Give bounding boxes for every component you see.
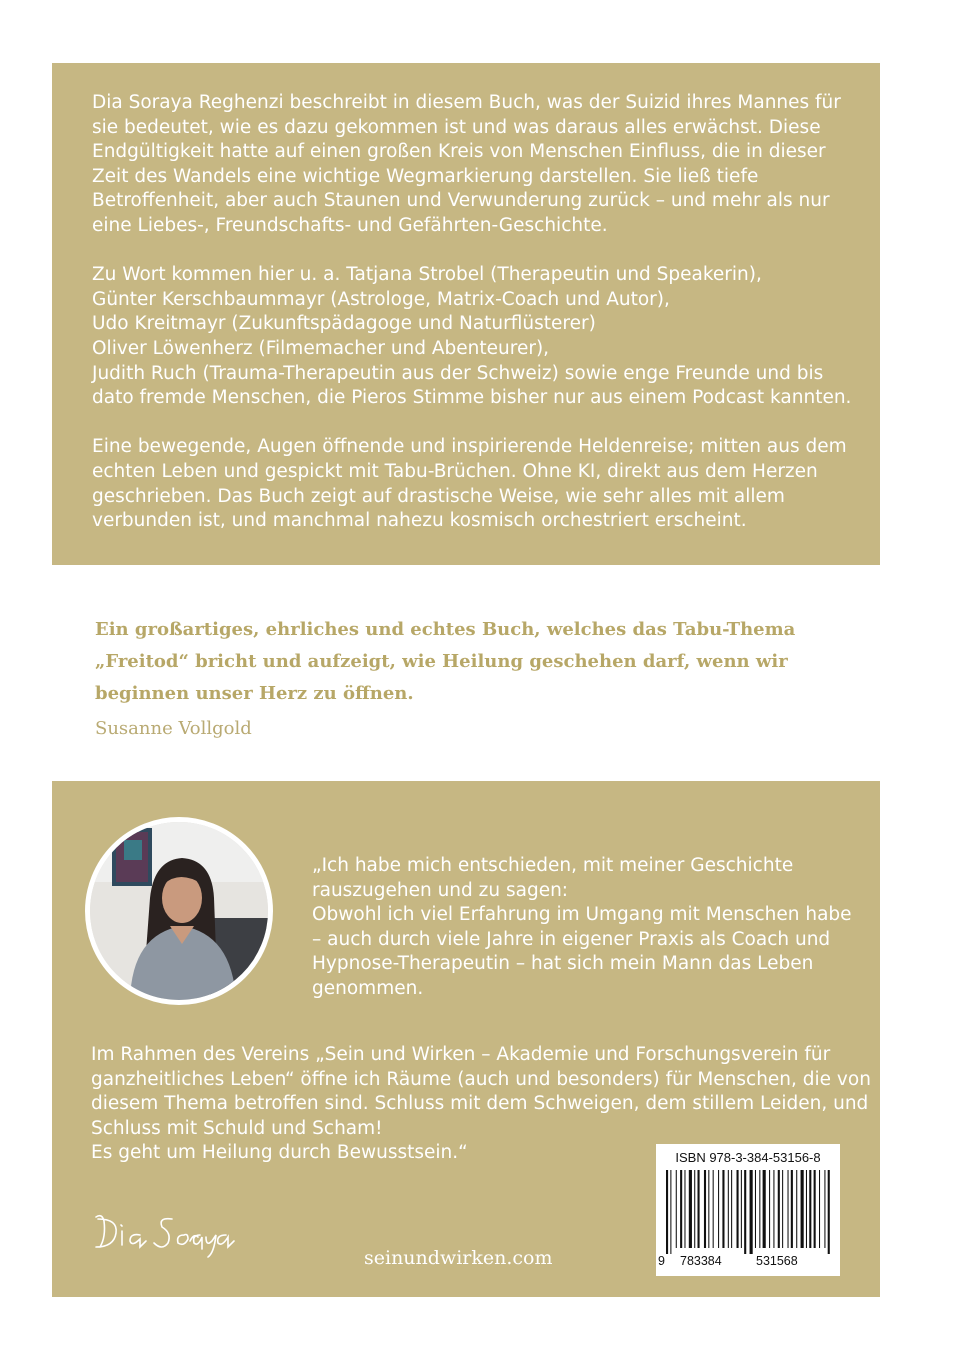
barcode-bar [773, 1170, 774, 1248]
author-portrait-image [90, 822, 268, 1000]
description-paragraph-3: Eine bewegende, Augen öffnende und inspirierende Heldenreise; mitten aus dem echten Leben und gespickt mit Tabu-Brüchen. Ohne KI, direkt aus dem Herzen geschrieben. Das Buch zeigt auf drastische Weise, wie sehr alles mit allem verbunden ist, und manchmal nahezu kosmisch orchestriert erscheint. [92, 436, 847, 532]
description-panel [52, 63, 880, 565]
book-description [92, 91, 852, 558]
barcode-bar [801, 1170, 804, 1248]
author-quote: „Ich habe mich entschieden, mit meiner Geschichte rauszugehen und zu sagen: Obwohl ich viel Erfahrung im Umgang mit Menschen habe – auch durch viele Jahre in eigener Praxis als Coach und Hypnose-Therapeutin – hat sich mein Mann das Leben genommen. [312, 855, 852, 999]
barcode-bar [796, 1170, 797, 1248]
barcode-bar [704, 1170, 706, 1248]
barcode-bar [708, 1170, 709, 1248]
barcode-bar [778, 1170, 780, 1248]
testimonial-quote: Ein großartiges, ehrliches und echtes Buch, welches das Tabu-Thema „Freitod“ bricht und aufzeigt, wie Heilung geschehen darf, wenn wir beginnen unser Herz zu öffnen. [95, 619, 796, 704]
barcode-bar [737, 1170, 739, 1248]
barcode-bar [676, 1170, 677, 1248]
barcode-bar [819, 1170, 820, 1248]
barcode-bar [680, 1170, 682, 1248]
website-url: seinundwirken.com [364, 1247, 553, 1269]
barcode-bar [689, 1170, 692, 1248]
barcode-bar [713, 1170, 714, 1248]
barcode-bar [755, 1170, 756, 1248]
author-panel [52, 781, 880, 1297]
isbn-digit-lead: 9 [658, 1254, 665, 1268]
barcode-bar [750, 1170, 753, 1254]
barcode-bar [824, 1170, 825, 1248]
barcode-bar [731, 1170, 732, 1248]
barcode-bar [782, 1170, 783, 1248]
barcode-bar [759, 1170, 760, 1248]
barcode-bar [744, 1170, 746, 1254]
barcode-bar [718, 1170, 719, 1248]
barcode-bar [670, 1170, 671, 1254]
author-signature [92, 1201, 272, 1261]
barcode-bar [722, 1170, 724, 1248]
association-statement: Im Rahmen des Vereins „Sein und Wirken – Akademie und Forschungsverein für ganzheitliches Leben“ öffne ich Räume (auch und besonders) für Menschen, die von diesem Thema betroffen sind. Schluss mit dem Schweigen, dem stillem Leiden, und Schluss mit Schuld und Scham! Es geht um Heilung durch Bewusstsein.“ [91, 1044, 871, 1164]
barcode-bar [769, 1170, 770, 1248]
barcode-bar [809, 1170, 811, 1248]
barcode-bar [814, 1170, 816, 1248]
barcode-bar [806, 1170, 807, 1248]
barcode [666, 1170, 830, 1254]
isbn-digits-right: 531568 [756, 1254, 798, 1268]
testimonial-author: Susanne Vollgold [95, 718, 252, 739]
isbn-barcode-box [656, 1144, 840, 1276]
isbn-label: ISBN 978-3-384-53156-8 [675, 1150, 821, 1165]
barcode-bar [684, 1170, 685, 1248]
description-paragraph-1: Dia Soraya Reghenzi beschreibt in diesem Buch, was der Suizid ihres Mannes für sie bedeutet, wie es dazu gekommen ist und was daraus alles erwächst. Diese Endgültigkeit hatte auf einen großen Kreis von Menschen Einfluss, die in dieser Zeit des Wandels eine wichtige Wegmarkierung darstellen. Sie ließ tiefe Betroffenheit, aber auch Staunen und Verwunderung zurück – und mehr als nur eine Liebes-, Freundschafts- und Gefährten-Geschichte. [92, 92, 841, 236]
barcode-bar [828, 1170, 830, 1254]
isbn-digits-left: 783384 [680, 1254, 722, 1268]
barcode-bar [741, 1170, 742, 1248]
barcode-bar [788, 1170, 789, 1248]
description-paragraph-2: Zu Wort kommen hier u. a. Tatjana Strobel (Therapeutin und Speakerin), Günter Kerschbaummayr (Astrologe, Matrix-Coach und Autor), Udo Kreitmayr (Zukunftspädagoge und Naturflüsterer) Oliver Löwenherz (Filmemacher und Abenteurer), Judith Ruch (Trauma-Therapeutin aus der Schweiz) sowie enge Freunde und bis dato fremde Menschen, die Pieros Stimme bisher nur aus einem Podcast kannten. [92, 264, 852, 409]
testimonial [95, 614, 855, 739]
author-photo [85, 817, 273, 1005]
barcode-bar [728, 1170, 729, 1248]
barcode-bar [791, 1170, 793, 1248]
barcode-bar [698, 1170, 700, 1248]
barcode-bar [666, 1170, 668, 1254]
barcode-bar [694, 1170, 695, 1248]
barcode-bar [763, 1170, 766, 1248]
